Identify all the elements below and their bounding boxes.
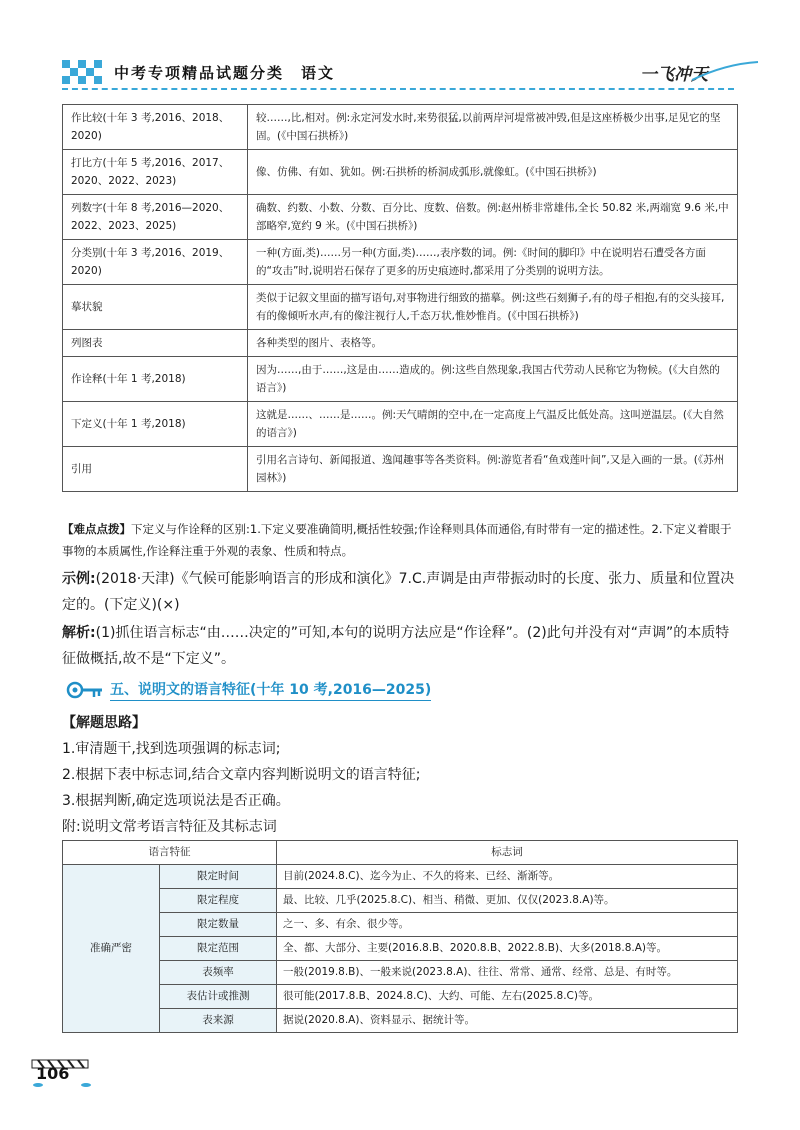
header-brand: 一飞冲天 [640,65,708,85]
feature-sub: 限定范围 [160,937,277,961]
key-icon [66,676,104,704]
header-divider [62,88,734,90]
header-marker: 标志词 [277,841,738,865]
feature-marker: 全、都、大部分、主要(2016.8.B、2020.8.B、2022.8.B)、大多(2018.8.A)等。 [277,937,738,961]
method-name: 摹状貌 [63,285,248,330]
method-name: 打比方(十年 5 考,2016、2017、2020、2022、2023) [63,150,248,195]
checker-decoration-icon [62,60,108,90]
method-desc: 因为……,由于……,这是由……造成的。例:这些自然现象,我国古代劳动人民称它为物候。(《大自然的语言》) [248,357,738,402]
methods-table [62,104,738,492]
analysis-label: 解析: [62,625,96,641]
method-name: 列图表 [63,330,248,357]
example-label: 示例: [62,571,96,587]
list-item: 3.根据判断,确定选项说法是否正确。 [62,793,290,809]
table-row [63,1009,738,1033]
example-text: (2018·天津)《气候可能影响语言的形成和演化》7.C.声调是由声带振动时的长度、张力、质量和位置决定的。(下定义)(×) [62,571,735,613]
feature-marker: 一般(2019.8.B)、一般来说(2023.8.A)、往往、常常、通常、经常、总是、有时等。 [277,961,738,985]
table-row [63,889,738,913]
page-header [0,0,800,100]
list-item: 2.根据下表中标志词,结合文章内容判断说明文的语言特征; [62,767,421,783]
section-title: 五、说明文的语言特征(十年 10 考,2016—2025) [110,679,431,701]
feature-category: 准确严密 [63,865,160,1033]
analysis-block [62,620,738,672]
table-row [63,150,738,195]
table-row [63,357,738,402]
feature-marker: 很可能(2017.8.B、2024.8.C)、大约、可能、左右(2025.8.C)等。 [277,985,738,1009]
page-number-badge [30,1058,96,1088]
table-row [63,961,738,985]
table-row [63,985,738,1009]
solution-tag: 【解题思路】 [62,715,146,731]
feature-marker: 据说(2020.8.A)、资料显示、据统计等。 [277,1009,738,1033]
method-name: 作诠释(十年 1 考,2018) [63,357,248,402]
feature-sub: 限定程度 [160,889,277,913]
table-row [63,105,738,150]
feature-marker: 目前(2024.8.C)、迄今为止、不久的将来、已经、渐渐等。 [277,865,738,889]
features-table [62,840,738,1033]
feature-sub: 限定时间 [160,865,277,889]
difficulty-tip [62,518,738,562]
feature-marker: 最、比较、几乎(2025.8.C)、相当、稍微、更加、仅仅(2023.8.A)等。 [277,889,738,913]
table-row [63,447,738,492]
table-header-row [63,841,738,865]
method-desc: 确数、约数、小数、分数、百分比、度数、倍数。例:赵州桥非常雄伟,全长 50.82 米,两端宽 9.6 米,中部略窄,宽约 9 米。(《中国石拱桥》) [248,195,738,240]
example-block [62,566,738,618]
method-name: 分类别(十年 3 考,2016、2019、2020) [63,240,248,285]
method-desc: 一种(方面,类)……另一种(方面,类)……,表序数的词。例:《时间的脚印》中在说明岩石遭受各方面的“攻击”时,说明岩石保存了更多的历史痕迹时,都采用了分类别的说明方法。 [248,240,738,285]
tip-text: 下定义与作诠释的区别:1.下定义要准确简明,概括性较强;作诠释则具体而通俗,有时带有一定的描述性。2.下定义着眼于事物的本质属性,作诠释注重于外观的表象、性质和特点。 [62,522,732,558]
table-row [63,240,738,285]
table-row [63,402,738,447]
method-name: 引用 [63,447,248,492]
feature-sub: 限定数量 [160,913,277,937]
feature-sub: 表估计或推测 [160,985,277,1009]
method-desc: 类似于记叙文里面的描写语句,对事物进行细致的描摹。例:这些石刻狮子,有的母子相抱,有的交头接耳,有的像倾听水声,有的像注视行人,千态万状,惟妙惟肖。(《中国石拱桥》) [248,285,738,330]
list-item: 1.审清题干,找到选项强调的标志词; [62,741,281,757]
feature-sub: 表频率 [160,961,277,985]
table-row [63,865,738,889]
method-desc: 较……,比,相对。例:永定河发水时,来势很猛,以前两岸河堤常被冲毁,但是这座桥极少出事,足见它的坚固。(《中国石拱桥》) [248,105,738,150]
table-row [63,330,738,357]
table-row [63,937,738,961]
method-name: 作比较(十年 3 考,2016、2018、2020) [63,105,248,150]
solution-steps [62,736,738,814]
section-heading [66,676,466,704]
method-name: 列数字(十年 8 考,2016—2020、2022、2023、2025) [63,195,248,240]
feature-sub: 表来源 [160,1009,277,1033]
method-desc: 引用名言诗句、新闻报道、逸闻趣事等各类资料。例:游览者看“鱼戏莲叶间”,又是入画的一景。(《苏州园林》) [248,447,738,492]
feature-marker: 之一、多、有余、很少等。 [277,913,738,937]
method-desc: 各种类型的图片、表格等。 [248,330,738,357]
analysis-text: (1)抓住语言标志“由……决定的”可知,本句的说明方法应是“作诠释”。(2)此句并没有对“声调”的本质特征做概括,故不是“下定义”。 [62,625,730,667]
solution-block [62,710,738,840]
solution-appendix: 附:说明文常考语言特征及其标志词 [62,819,277,835]
method-desc: 这就是……、……是……。例:天气晴朗的空中,在一定高度上气温反比低处高。这叫逆温层。(《大自然的语言》) [248,402,738,447]
table-row [63,913,738,937]
method-desc: 像、仿佛、有如、犹如。例:石拱桥的桥洞成弧形,就像虹。(《中国石拱桥》) [248,150,738,195]
tip-tag: 【难点点拨】 [62,522,131,536]
brand-swoosh-icon [690,58,760,84]
header-title: 中考专项精品试题分类 语文 [114,64,336,82]
header-feature: 语言特征 [63,841,277,865]
method-name: 下定义(十年 1 考,2018) [63,402,248,447]
table-row [63,195,738,240]
page-number: 106 [36,1064,70,1083]
table-row [63,285,738,330]
